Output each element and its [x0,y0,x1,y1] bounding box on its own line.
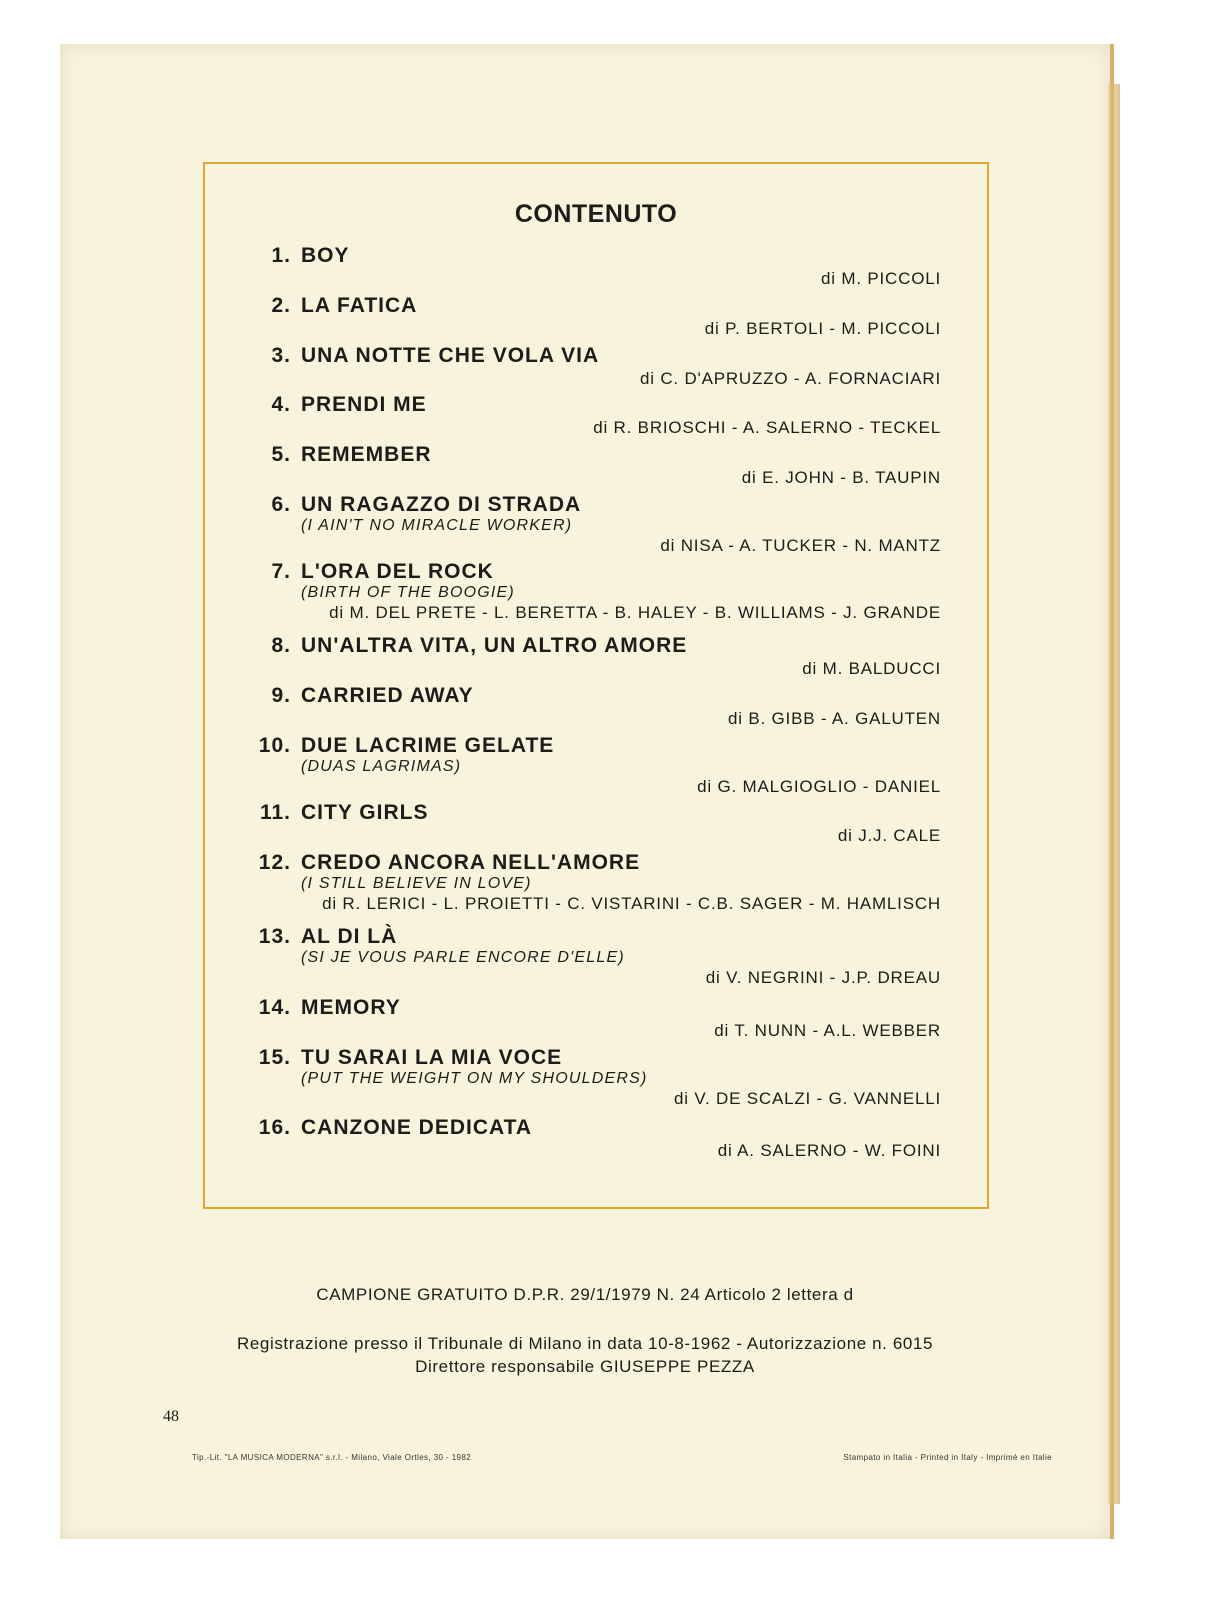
song-authors: di NISA - A. TUCKER - N. MANTZ [660,536,941,555]
song-entry [205,493,987,560]
song-title: CREDO ANCORA NELL'AMORE [301,851,641,874]
song-authors: di B. GIBB - A. GALUTEN [727,709,941,728]
song-number: 4. [271,393,291,416]
song-title: L'ORA DEL ROCK [301,560,494,583]
song-number: 16. [258,1116,291,1139]
song-list [205,244,987,1166]
song-number: 7. [271,560,291,583]
song-number: 3. [271,344,291,367]
song-title: AL DI LÀ [301,925,398,948]
page-number: 48 [163,1408,179,1425]
song-authors: di V. DE SCALZI - G. VANNELLI [674,1089,941,1108]
song-entry [205,1046,987,1116]
song-original-title: (I STILL BELIEVE IN LOVE) [301,875,532,892]
song-authors: di R. LERICI - L. PROIETTI - C. VISTARINI - C.B. SAGER - M. HAMLISCH [322,894,941,913]
song-entry [205,801,987,851]
song-entry [205,684,987,734]
song-number: 10. [258,734,291,757]
song-number: 6. [271,493,291,516]
song-title: LA FATICA [301,294,418,317]
song-authors: di T. NUNN - A.L. WEBBER [714,1021,941,1040]
song-authors: di J.J. CALE [837,826,941,845]
song-authors: di V. NEGRINI - J.P. DREAU [705,968,941,987]
contents-title: CONTENUTO [514,200,678,228]
song-number: 11. [259,801,291,824]
song-number: 1. [271,244,291,267]
song-title: UN'ALTRA VITA, UN ALTRO AMORE [301,634,688,657]
song-entry [205,734,987,801]
song-original-title: (SI JE VOUS PARLE ENCORE D'ELLE) [301,949,625,966]
song-number: 2. [271,294,291,317]
song-number: 13. [258,925,291,948]
song-authors: di A. SALERNO - W. FOINI [717,1141,941,1160]
sample-notice: CAMPIONE GRATUITO D.P.R. 29/1/1979 N. 24 Articolo 2 lettera d [316,1285,854,1304]
song-authors: di E. JOHN - B. TAUPIN [741,468,941,487]
song-authors: di M. BALDUCCI [802,659,941,678]
song-entry [205,393,987,443]
registration-notice: Registrazione presso il Tribunale di Milano in data 10-8-1962 - Autorizzazione n. 6015 [236,1334,934,1353]
song-number: 9. [271,684,291,707]
song-entry [205,560,987,634]
song-authors: di M. PICCOLI [821,269,941,288]
song-original-title: (PUT THE WEIGHT ON MY SHOULDERS) [301,1070,648,1087]
song-entry [205,634,987,684]
song-original-title: (BIRTH OF THE BOOGIE) [301,584,515,601]
song-number: 5. [271,443,291,466]
song-number: 12. [258,851,291,874]
song-number: 14. [258,996,291,1019]
contents-frame [203,162,989,1209]
song-authors: di M. DEL PRETE - L. BERETTA - B. HALEY - B. WILLIAMS - J. GRANDE [329,603,941,622]
director-notice: Direttore responsabile GIUSEPPE PEZZA [415,1357,755,1376]
song-original-title: (DUAS LAGRIMAS) [301,758,462,775]
song-title: PRENDI ME [301,393,427,416]
song-entry [205,294,987,344]
printer-credit: Tip.-Lit. "LA MUSICA MODERNA" s.r.l. - Milano, Viale Ortles, 30 - 1982 [192,1453,472,1462]
song-title: BOY [301,244,350,267]
song-entry [205,244,987,294]
printed-in-notice: Stampato in Italia - Printed in Italy - Imprimé en Italie [843,1453,1052,1462]
song-title: TU SARAI LA MIA VOCE [301,1046,563,1069]
song-authors: di C. D'APRUZZO - A. FORNACIARI [639,369,941,388]
song-entry [205,925,987,996]
song-authors: di P. BERTOLI - M. PICCOLI [704,319,941,338]
song-title: CARRIED AWAY [301,684,474,707]
song-entry [205,443,987,493]
song-title: REMEMBER [301,443,432,466]
song-original-title: (I AIN'T NO MIRACLE WORKER) [301,517,573,534]
song-authors: di G. MALGIOGLIO - DANIEL [697,777,941,796]
song-number: 15. [258,1046,291,1069]
song-title: UN RAGAZZO DI STRADA [301,493,582,516]
song-title: MEMORY [301,996,401,1019]
song-entry [205,851,987,925]
song-entry [205,1116,987,1166]
song-entry [205,996,987,1046]
song-title: CANZONE DEDICATA [301,1116,533,1139]
song-title: UNA NOTTE CHE VOLA VIA [301,344,600,367]
song-entry [205,344,987,393]
song-number: 8. [271,634,291,657]
magazine-page [60,44,1114,1539]
song-title: CITY GIRLS [301,801,429,824]
song-title: DUE LACRIME GELATE [301,734,555,757]
song-authors: di R. BRIOSCHI - A. SALERNO - TECKEL [593,418,941,437]
